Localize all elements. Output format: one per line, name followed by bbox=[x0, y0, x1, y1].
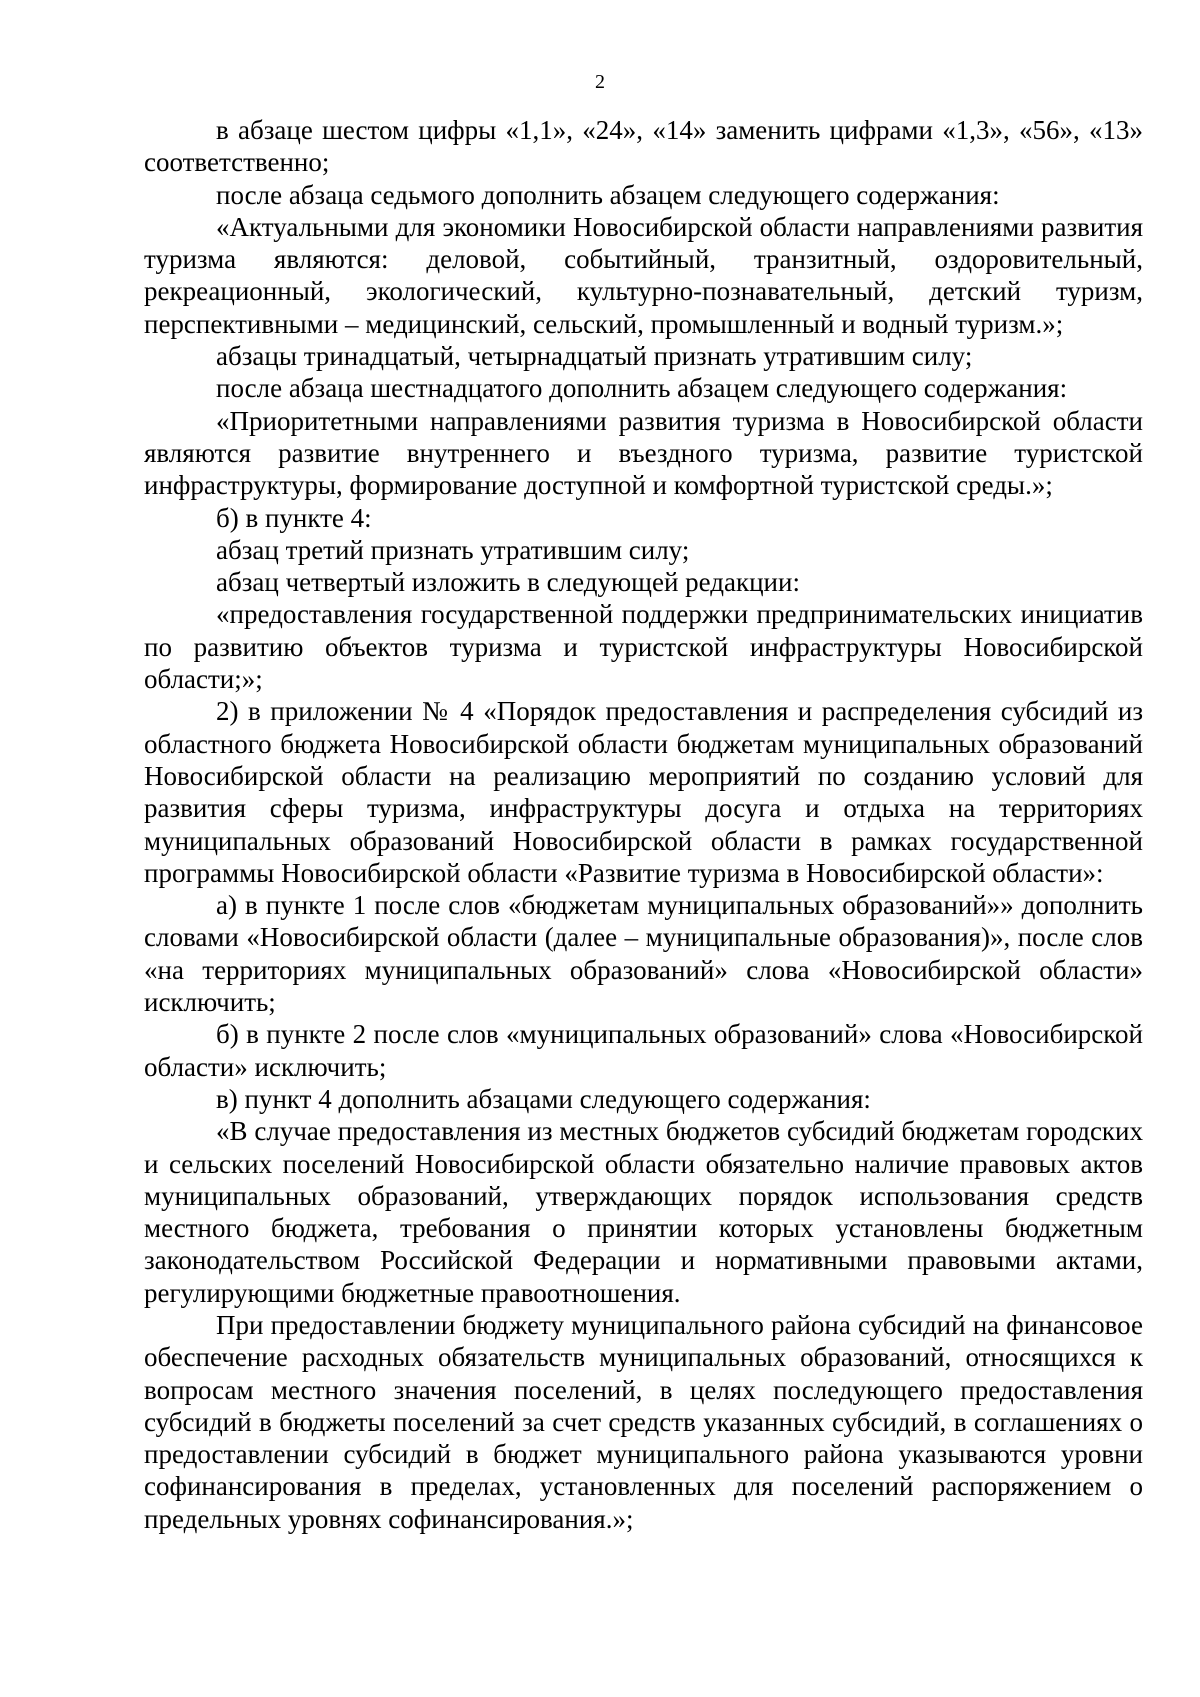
paragraph-4: абзацы тринадцатый, четырнадцатый признать утратившим силу; bbox=[216, 341, 973, 372]
paragraph-11: 2) в приложении № 4 «Порядок предоставления и распределения субсидий из областного бюджета Новосибирской области бюджетам муниципальных образований Новосибирской области на реализацию мероприятий по созданию условий для развития сферы туризма, инфраструктуры досуга и отдыха на территориях муниципальных образований Новосибирской области в рамках государственной программы Новосибирской области «Развитие туризма в Новосибирской области»: bbox=[144, 696, 1143, 888]
paragraph-12: а) в пункте 1 после слов «бюджетам муниципальных образований»» дополнить словами «Новосибирской области (далее – муниципальные образования)», после слов «на территориях муниципальных образований» слова «Новосибирской области» исключить; bbox=[144, 890, 1143, 1018]
paragraph-5: после абзаца шестнадцатого дополнить абзацем следующего содержания: bbox=[216, 373, 1068, 404]
paragraph-6: «Приоритетными направлениями развития туризма в Новосибирской области являются развитие внутреннего и въездного туризма, развитие туристской инфраструктуры, формирование доступной и комфортной туристской среды.»; bbox=[144, 405, 1143, 501]
paragraph-16: При предоставлении бюджету муниципального района субсидий на финансовое обеспечение расходных обязательств муниципальных образований, относящихся к вопросам местного значения поселений, в целях последующего предоставления субсидий в бюджеты поселений за счет средств указанных субсидий, в соглашениях о предоставлении субсидий в бюджет муниципального района указываются уровни софинансирования в пределах, установленных для поселений распоряжением о предельных уровнях софинансирования.»; bbox=[144, 1309, 1143, 1534]
paragraph-3: «Актуальными для экономики Новосибирской области направлениями развития туризма являются: деловой, событийный, транзитный, оздоровительный, рекреационный, экологический, культурно-познавательный, детский туризм, перспективными – медицинский, сельский, промышленный и водный туризм.»; bbox=[144, 211, 1143, 339]
page-number: 2 bbox=[595, 71, 605, 93]
paragraph-2: после абзаца седьмого дополнить абзацем следующего содержания: bbox=[216, 179, 1000, 210]
paragraph-7: б) в пункте 4: bbox=[216, 502, 372, 533]
paragraph-9: абзац четвертый изложить в следующей редакции: bbox=[216, 567, 800, 598]
paragraph-8: абзац третий признать утратившим силу; bbox=[216, 534, 690, 565]
paragraph-10: «предоставления государственной поддержки предпринимательских инициатив по развитию объектов туризма и туристской инфраструктуры Новосибирской области;»; bbox=[144, 599, 1143, 695]
paragraph-1: в абзаце шестом цифры «1,1», «24», «14» заменить цифрами «1,3», «56», «13» соответственно; bbox=[144, 115, 1143, 178]
paragraph-14: в) пункт 4 дополнить абзацами следующего содержания: bbox=[216, 1083, 871, 1114]
paragraph-15: «В случае предоставления из местных бюджетов субсидий бюджетам городских и сельских поселений Новосибирской области обязательно наличие правовых актов муниципальных образований, утверждающих порядок использования средств местного бюджета, требования о принятии которых установлены бюджетным законодательством Российской Федерации и нормативными правовыми актами, регулирующими бюджетные правоотношения. bbox=[144, 1116, 1143, 1308]
paragraph-13: б) в пункте 2 после слов «муниципальных образований» слова «Новосибирской области» исключить; bbox=[144, 1019, 1143, 1082]
document-body bbox=[144, 114, 1143, 1535]
